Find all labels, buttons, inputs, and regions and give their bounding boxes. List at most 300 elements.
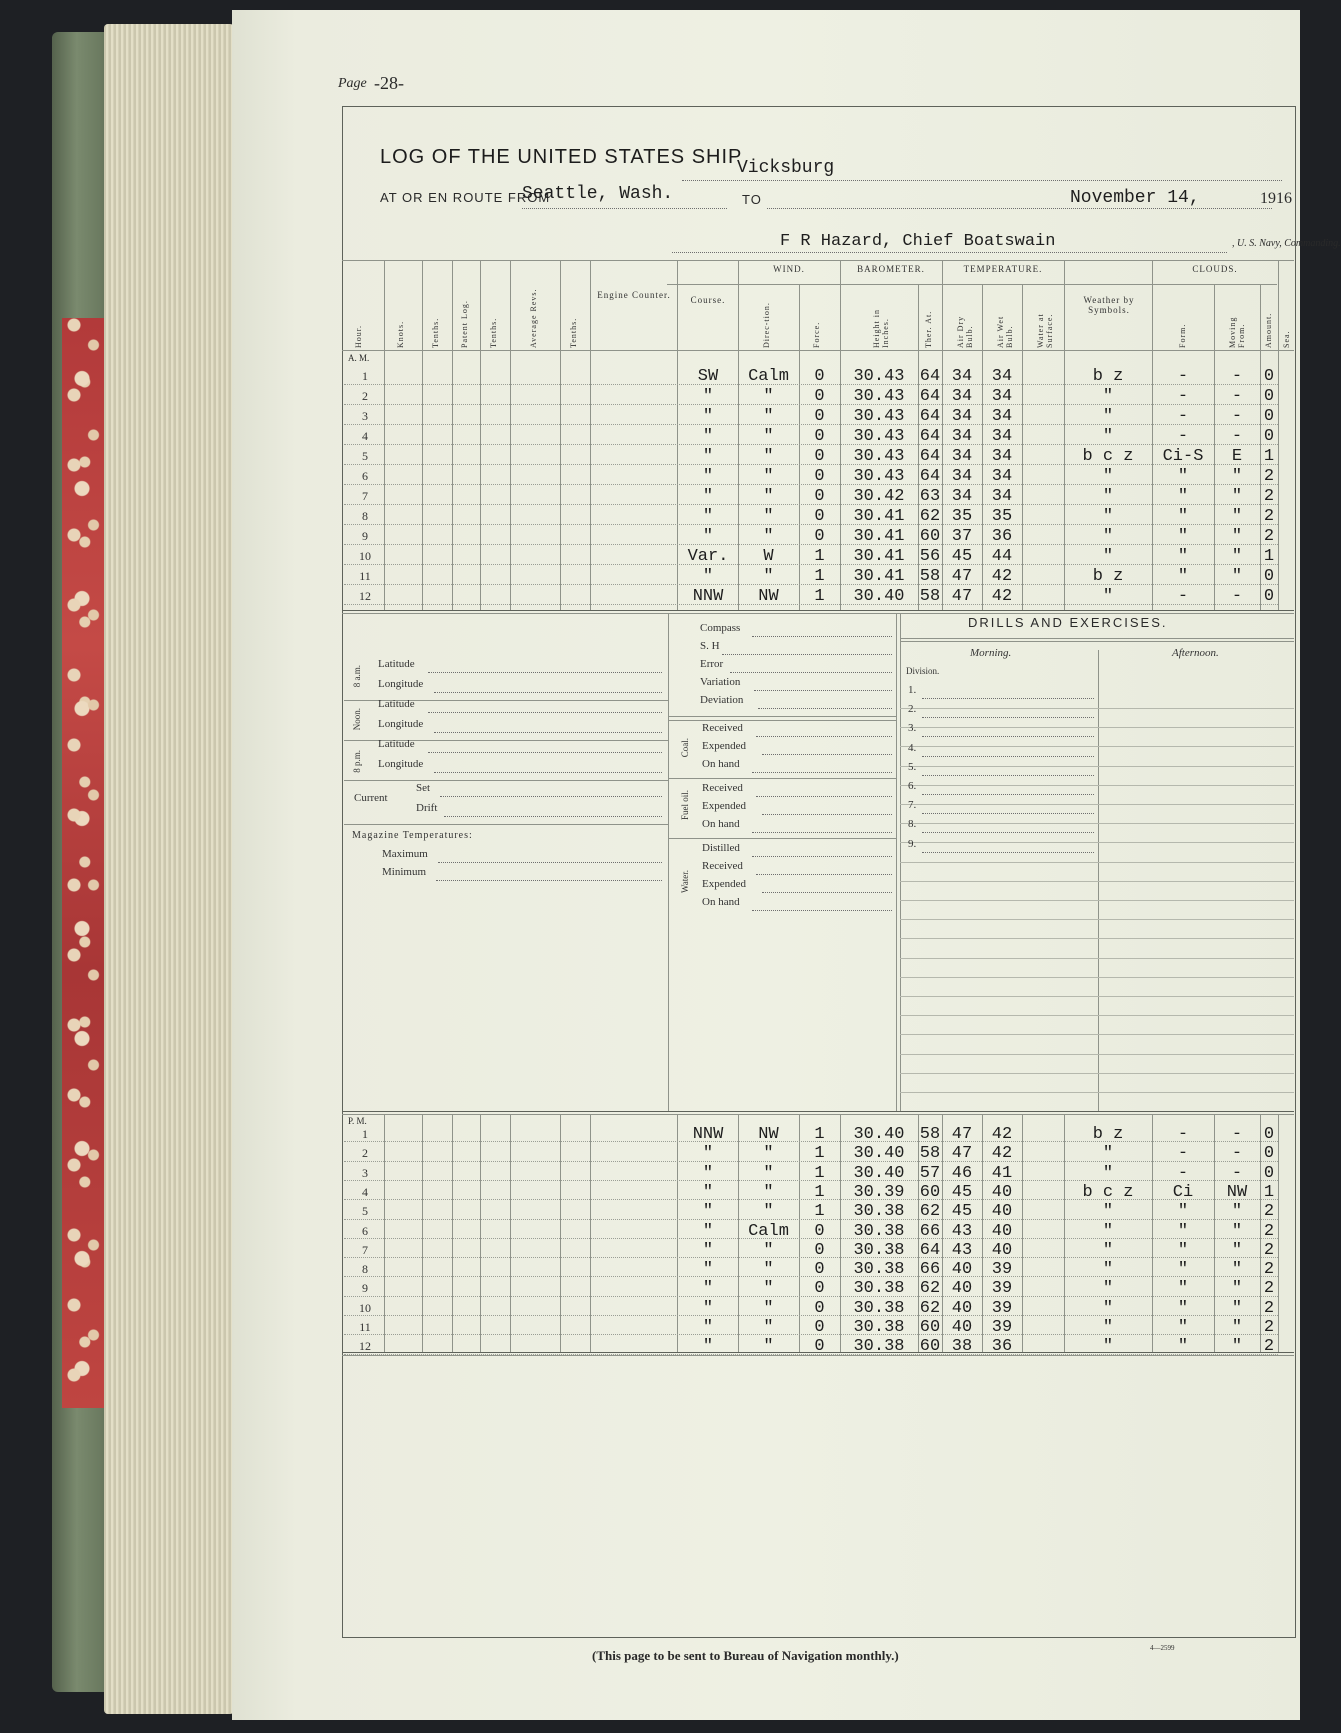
wet-cell: 36 (991, 527, 1013, 546)
weather-cell: " (1102, 407, 1114, 426)
sh-label: S. H (700, 640, 720, 652)
height-cell: 30.43 (853, 427, 905, 446)
col-moving-from: Moving From. (1228, 316, 1246, 348)
log-page (232, 10, 1341, 1720)
ther-cell: 62 (919, 1279, 941, 1299)
col-average-revs: Average Revs. (529, 288, 538, 348)
log-title: LOG OF THE UNITED STATES SHIP (380, 146, 743, 168)
moving-cell: - (1231, 407, 1243, 426)
form-cell: " (1177, 1221, 1189, 1241)
dir-cell: " (763, 427, 774, 446)
course-cell: " (702, 1202, 714, 1222)
col-clouds: CLOUDS. (1192, 264, 1238, 274)
height-cell: 30.42 (853, 487, 905, 506)
form-cell: - (1177, 387, 1189, 406)
wet-cell: 41 (991, 1163, 1013, 1183)
coal-on-hand: On hand (702, 758, 740, 770)
ther-cell: 66 (919, 1221, 941, 1241)
height-cell: 30.38 (853, 1260, 905, 1280)
wet-cell: 35 (991, 507, 1013, 526)
ther-cell: 64 (919, 467, 941, 486)
height-cell: 30.43 (853, 407, 905, 426)
lat-noon: Latitude (378, 698, 415, 710)
course-cell: " (702, 1163, 714, 1183)
wet-cell: 39 (991, 1318, 1013, 1337)
dry-cell: 45 (951, 547, 973, 566)
lat-am: Latitude (378, 658, 415, 670)
oil-expended: Expended (702, 800, 746, 812)
dry-cell: 34 (951, 427, 973, 446)
moving-cell: - (1231, 427, 1243, 446)
weather-cell: " (1102, 487, 1114, 506)
dry-cell: 37 (951, 527, 973, 546)
form-cell: " (1177, 1298, 1189, 1318)
ther-cell: 60 (919, 527, 941, 546)
force-cell: 1 (814, 1125, 825, 1144)
ther-cell: 60 (919, 1337, 941, 1357)
lon-noon: Longitude (378, 718, 424, 730)
col-air-wet: Air Wet Bulb. (996, 315, 1014, 348)
weather-cell: " (1102, 1298, 1114, 1318)
hour-cell: 3 (362, 409, 368, 423)
moving-cell: " (1231, 567, 1243, 586)
force-cell: 0 (814, 1337, 825, 1357)
water-on-hand: On hand (702, 896, 740, 908)
dry-cell: 47 (951, 1125, 973, 1144)
drill-division-number: 8. (908, 818, 917, 831)
height-cell: 30.40 (853, 1144, 905, 1164)
form-cell: " (1177, 527, 1189, 546)
hour-cell: 2 (362, 389, 368, 403)
amount-cell: 0 (1263, 427, 1275, 446)
dry-cell: 34 (951, 367, 973, 386)
course-cell: " (702, 567, 714, 586)
dir-cell: " (763, 467, 774, 486)
course-cell: SW (697, 367, 719, 386)
drill-division-number: 5. (908, 760, 917, 773)
col-knots: Knots. (396, 320, 405, 348)
height-cell: 30.41 (853, 547, 905, 566)
hour-cell: 6 (362, 469, 368, 483)
moving-cell: " (1231, 467, 1243, 486)
weather-cell: " (1102, 1240, 1114, 1260)
deviation-label: Deviation (700, 694, 744, 706)
weather-cell: " (1102, 527, 1114, 546)
hour-cell: 8 (362, 1262, 368, 1277)
weather-cell: b z (1092, 367, 1124, 386)
weather-cell: " (1102, 1221, 1114, 1241)
course-cell: " (702, 487, 714, 506)
form-cell: " (1177, 467, 1189, 486)
amount-cell: 2 (1263, 527, 1275, 546)
col-hour: Hour. (354, 325, 363, 348)
page-edges (104, 24, 234, 1714)
col-force: Force. (812, 321, 821, 348)
dir-cell: " (763, 1182, 774, 1202)
amount-cell: 2 (1263, 1221, 1275, 1241)
log-date: November 14, (1070, 188, 1200, 208)
force-cell: 0 (814, 447, 825, 466)
weather-cell: " (1102, 1144, 1114, 1164)
col-tenths-3: Tenths. (569, 317, 578, 348)
hour-cell: 12 (359, 589, 371, 603)
ther-cell: 60 (919, 1318, 941, 1337)
col-tenths: Tenths. (431, 317, 440, 348)
ship-name: Vicksburg (737, 158, 835, 178)
force-cell: 0 (814, 507, 825, 526)
hour-cell: 1 (362, 1127, 368, 1141)
col-sea: Sea. (1282, 330, 1291, 348)
weather-cell: " (1102, 387, 1114, 406)
moving-cell: - (1231, 1144, 1243, 1164)
ther-cell: 58 (919, 567, 941, 586)
weather-cell: " (1102, 1337, 1114, 1357)
wet-cell: 34 (991, 387, 1013, 406)
weather-cell: " (1102, 1202, 1114, 1222)
dir-cell: " (763, 487, 774, 506)
ther-cell: 57 (919, 1163, 941, 1183)
col-direction: Direc-tion. (762, 302, 771, 348)
hour-cell: 7 (362, 489, 368, 503)
wet-cell: 40 (991, 1240, 1013, 1260)
pm-position-label: 8 p.m. (352, 750, 362, 773)
hour-cell: 8 (362, 509, 368, 523)
moving-cell: E (1231, 447, 1243, 466)
noon-position-label: Noon. (352, 708, 362, 731)
dir-cell: NW (758, 587, 779, 606)
amount-cell: 2 (1263, 507, 1275, 526)
form-cell: - (1177, 367, 1189, 386)
commanding-suffix: , U. S. Navy, Commanding. (1232, 238, 1341, 249)
wet-cell: 40 (991, 1182, 1013, 1202)
course-cell: Var. (687, 547, 729, 566)
course-cell: " (702, 407, 714, 426)
amount-cell: 0 (1263, 407, 1275, 426)
height-cell: 30.38 (853, 1240, 905, 1260)
current-set: Set (416, 782, 431, 794)
course-cell: " (702, 447, 714, 466)
wet-cell: 42 (991, 1144, 1013, 1164)
height-cell: 30.41 (853, 527, 905, 546)
force-cell: 0 (814, 407, 825, 426)
water-label: Water. (680, 870, 690, 894)
force-cell: 0 (814, 1221, 825, 1241)
course-cell: " (702, 467, 714, 486)
form-cell: " (1177, 487, 1189, 506)
wet-cell: 40 (991, 1221, 1013, 1241)
oil-on-hand: On hand (702, 818, 740, 830)
amount-cell: 2 (1263, 1298, 1275, 1318)
moving-cell: " (1231, 1298, 1243, 1318)
amount-cell: 0 (1263, 1144, 1275, 1164)
moving-cell: NW (1226, 1182, 1248, 1202)
height-cell: 30.38 (853, 1337, 905, 1357)
weather-cell: b c z (1082, 1182, 1134, 1202)
dir-cell: NW (758, 1125, 779, 1144)
current-drift: Drift (416, 802, 438, 814)
wet-cell: 39 (991, 1260, 1013, 1280)
dry-cell: 35 (951, 507, 973, 526)
ther-cell: 64 (919, 407, 941, 426)
wet-cell: 34 (991, 367, 1013, 386)
moving-cell: " (1231, 487, 1243, 506)
form-cell: " (1177, 507, 1189, 526)
height-cell: 30.43 (853, 447, 905, 466)
moving-cell: " (1231, 1337, 1243, 1357)
col-form: Form. (1178, 323, 1187, 348)
moving-cell: - (1231, 587, 1243, 606)
drill-division-number: 1. (908, 684, 917, 696)
height-cell: 30.43 (853, 367, 905, 386)
height-cell: 30.38 (853, 1221, 905, 1241)
ther-cell: 62 (919, 1202, 941, 1222)
col-wind: WIND. (773, 264, 805, 274)
hour-cell: 9 (362, 1281, 368, 1296)
height-cell: 30.40 (853, 1163, 905, 1183)
force-cell: 0 (814, 1260, 825, 1280)
weather-cell: b z (1092, 1125, 1124, 1144)
moving-cell: " (1231, 527, 1243, 546)
col-amount: Amount. (1264, 312, 1273, 348)
weather-cell: b z (1092, 567, 1124, 586)
amount-cell: 0 (1263, 567, 1275, 586)
wet-cell: 34 (991, 447, 1013, 466)
current-label: Current (354, 792, 388, 804)
dry-cell: 43 (951, 1240, 973, 1260)
force-cell: 0 (814, 427, 825, 446)
course-cell: " (702, 1240, 714, 1260)
route-from: Seattle, Wash. (522, 184, 674, 204)
error-label: Error (700, 658, 724, 670)
course-cell: " (702, 1221, 714, 1241)
water-distilled: Distilled (702, 842, 740, 854)
dry-cell: 38 (951, 1337, 973, 1357)
height-cell: 30.43 (853, 467, 905, 486)
col-height: Height in Inches. (872, 309, 890, 348)
fuel-oil-label: Fuel oil. (680, 790, 690, 821)
hour-cell: 5 (362, 449, 368, 463)
weather-cell: " (1102, 507, 1114, 526)
col-temperature: TEMPERATURE. (963, 264, 1043, 274)
force-cell: 0 (814, 1279, 825, 1299)
magazine-max: Maximum (382, 848, 428, 860)
dry-cell: 46 (951, 1163, 973, 1183)
dir-cell: " (763, 1240, 774, 1260)
drill-division-number: 9. (908, 837, 917, 850)
hour-cell: 3 (362, 1165, 368, 1180)
weather-cell: " (1102, 1163, 1114, 1183)
wet-cell: 42 (991, 1125, 1013, 1144)
route-label: AT OR EN ROUTE FROM (380, 190, 551, 205)
force-cell: 1 (814, 1144, 825, 1164)
water-expended: Expended (702, 878, 746, 890)
amount-cell: 0 (1263, 387, 1275, 406)
course-cell: " (702, 1337, 714, 1357)
dir-cell: " (763, 1260, 774, 1280)
amount-cell: 0 (1263, 1163, 1275, 1183)
hour-cell: 6 (362, 1223, 368, 1238)
hour-cell: 2 (362, 1146, 368, 1161)
wet-cell: 44 (991, 547, 1013, 566)
wet-cell: 39 (991, 1298, 1013, 1318)
form-cell: " (1177, 1260, 1189, 1280)
dry-cell: 47 (951, 1144, 973, 1164)
hour-cell: 4 (362, 429, 368, 443)
force-cell: 0 (814, 1318, 825, 1337)
height-cell: 30.38 (853, 1279, 905, 1299)
col-course: Course. (690, 295, 726, 305)
dir-cell: " (763, 407, 774, 426)
hour-cell: 4 (362, 1184, 368, 1199)
dry-cell: 40 (951, 1298, 973, 1318)
drill-division-number: 7. (908, 799, 917, 812)
oil-received: Received (702, 782, 743, 794)
weather-cell: " (1102, 427, 1114, 446)
dir-cell: " (763, 1318, 774, 1337)
force-cell: 0 (814, 387, 825, 406)
weather-cell: b c z (1082, 447, 1134, 466)
amount-cell: 2 (1263, 467, 1275, 486)
drills-title: DRILLS AND EXERCISES. (968, 615, 1168, 630)
moving-cell: " (1231, 507, 1243, 526)
form-cell: " (1177, 1202, 1189, 1222)
wet-cell: 34 (991, 407, 1013, 426)
height-cell: 30.41 (853, 567, 905, 586)
lat-pm: Latitude (378, 738, 415, 750)
ther-cell: 64 (919, 367, 941, 386)
dry-cell: 34 (951, 387, 973, 406)
dir-cell: " (763, 1202, 774, 1222)
page-label: Page (338, 76, 367, 91)
ther-cell: 58 (919, 1144, 941, 1164)
ther-cell: 56 (919, 547, 941, 566)
moving-cell: " (1231, 1279, 1243, 1299)
course-cell: " (702, 1182, 714, 1202)
amount-cell: 1 (1263, 1182, 1275, 1202)
dry-cell: 47 (951, 587, 973, 606)
course-cell: " (702, 387, 714, 406)
course-cell: NNW (692, 587, 724, 606)
to-label: TO (742, 192, 762, 207)
moving-cell: " (1231, 547, 1243, 566)
course-cell: " (702, 427, 714, 446)
course-cell: " (702, 1298, 714, 1318)
form-cell: - (1177, 427, 1189, 446)
form-cell: Ci-S (1162, 447, 1204, 466)
dir-cell: W (763, 547, 774, 566)
wet-cell: 36 (991, 1337, 1013, 1357)
form-cell: " (1177, 1337, 1189, 1357)
ther-cell: 63 (919, 487, 941, 506)
form-cell: " (1177, 1279, 1189, 1299)
magazine-label: Magazine Temperatures: (352, 830, 473, 841)
form-cell: " (1177, 567, 1189, 586)
dir-cell: Calm (748, 367, 789, 386)
amount-cell: 2 (1263, 487, 1275, 506)
variation-label: Variation (700, 676, 741, 688)
amount-cell: 2 (1263, 1279, 1275, 1299)
moving-cell: - (1231, 1125, 1243, 1144)
coal-expended: Expended (702, 740, 746, 752)
amount-cell: 1 (1263, 547, 1275, 566)
moving-cell: - (1231, 1163, 1243, 1183)
lon-pm: Longitude (378, 758, 424, 770)
dry-cell: 40 (951, 1318, 973, 1337)
amount-cell: 2 (1263, 1202, 1275, 1222)
dry-cell: 45 (951, 1182, 973, 1202)
dir-cell: " (763, 1337, 774, 1357)
ther-cell: 60 (919, 1182, 941, 1202)
dry-cell: 34 (951, 407, 973, 426)
force-cell: 1 (814, 1202, 825, 1222)
dry-cell: 34 (951, 467, 973, 486)
moving-cell: " (1231, 1202, 1243, 1222)
col-tenths-2: Tenths. (489, 317, 498, 348)
col-barometer: BAROMETER. (857, 264, 925, 274)
water-received: Received (702, 860, 743, 872)
dry-cell: 47 (951, 567, 973, 586)
wet-cell: 42 (991, 567, 1013, 586)
dir-cell: " (763, 387, 774, 406)
course-cell: " (702, 1144, 714, 1164)
hour-cell: 11 (359, 1320, 371, 1334)
lon-am: Longitude (378, 678, 424, 690)
height-cell: 30.43 (853, 387, 905, 406)
force-cell: 1 (814, 567, 825, 586)
weather-cell: " (1102, 547, 1114, 566)
col-ther-at: Ther. At. (924, 310, 933, 348)
dir-cell: Calm (748, 1221, 789, 1241)
moving-cell: - (1231, 367, 1243, 386)
course-cell: " (702, 1260, 714, 1280)
commanding-officer: F R Hazard, Chief Boatswain (780, 232, 1056, 251)
form-cell: - (1177, 1144, 1189, 1164)
drill-division-number: 4. (908, 741, 917, 754)
amount-cell: 2 (1263, 1337, 1275, 1357)
coal-label: Coal. (680, 738, 690, 758)
ther-cell: 64 (919, 1240, 941, 1260)
dry-cell: 34 (951, 487, 973, 506)
drills-afternoon: Afternoon. (1172, 647, 1219, 659)
course-cell: " (702, 527, 714, 546)
weather-cell: " (1102, 467, 1114, 486)
wet-cell: 34 (991, 467, 1013, 486)
log-year: 1916 (1260, 190, 1292, 207)
height-cell: 30.38 (853, 1318, 905, 1337)
amount-cell: 2 (1263, 1240, 1275, 1260)
ther-cell: 58 (919, 587, 941, 606)
ther-cell: 64 (919, 447, 941, 466)
course-cell: " (702, 1318, 714, 1337)
dir-cell: " (763, 567, 774, 586)
hour-cell: 10 (359, 549, 371, 563)
wet-cell: 40 (991, 1202, 1013, 1222)
amount-cell: 0 (1263, 587, 1275, 606)
wet-cell: 39 (991, 1279, 1013, 1299)
form-cell: " (1177, 1318, 1189, 1337)
hour-cell: 7 (362, 1242, 368, 1257)
ther-cell: 62 (919, 1298, 941, 1318)
col-weather: Weather by Symbols. (1083, 295, 1135, 315)
wet-cell: 42 (991, 587, 1013, 606)
height-cell: 30.39 (853, 1182, 905, 1202)
force-cell: 1 (814, 587, 825, 606)
amount-cell: 1 (1263, 447, 1275, 466)
force-cell: 1 (814, 1163, 825, 1183)
amount-cell: 0 (1263, 1125, 1275, 1144)
hour-cell: 10 (359, 1300, 371, 1315)
col-water-surface: Water at Surface. (1036, 313, 1054, 348)
